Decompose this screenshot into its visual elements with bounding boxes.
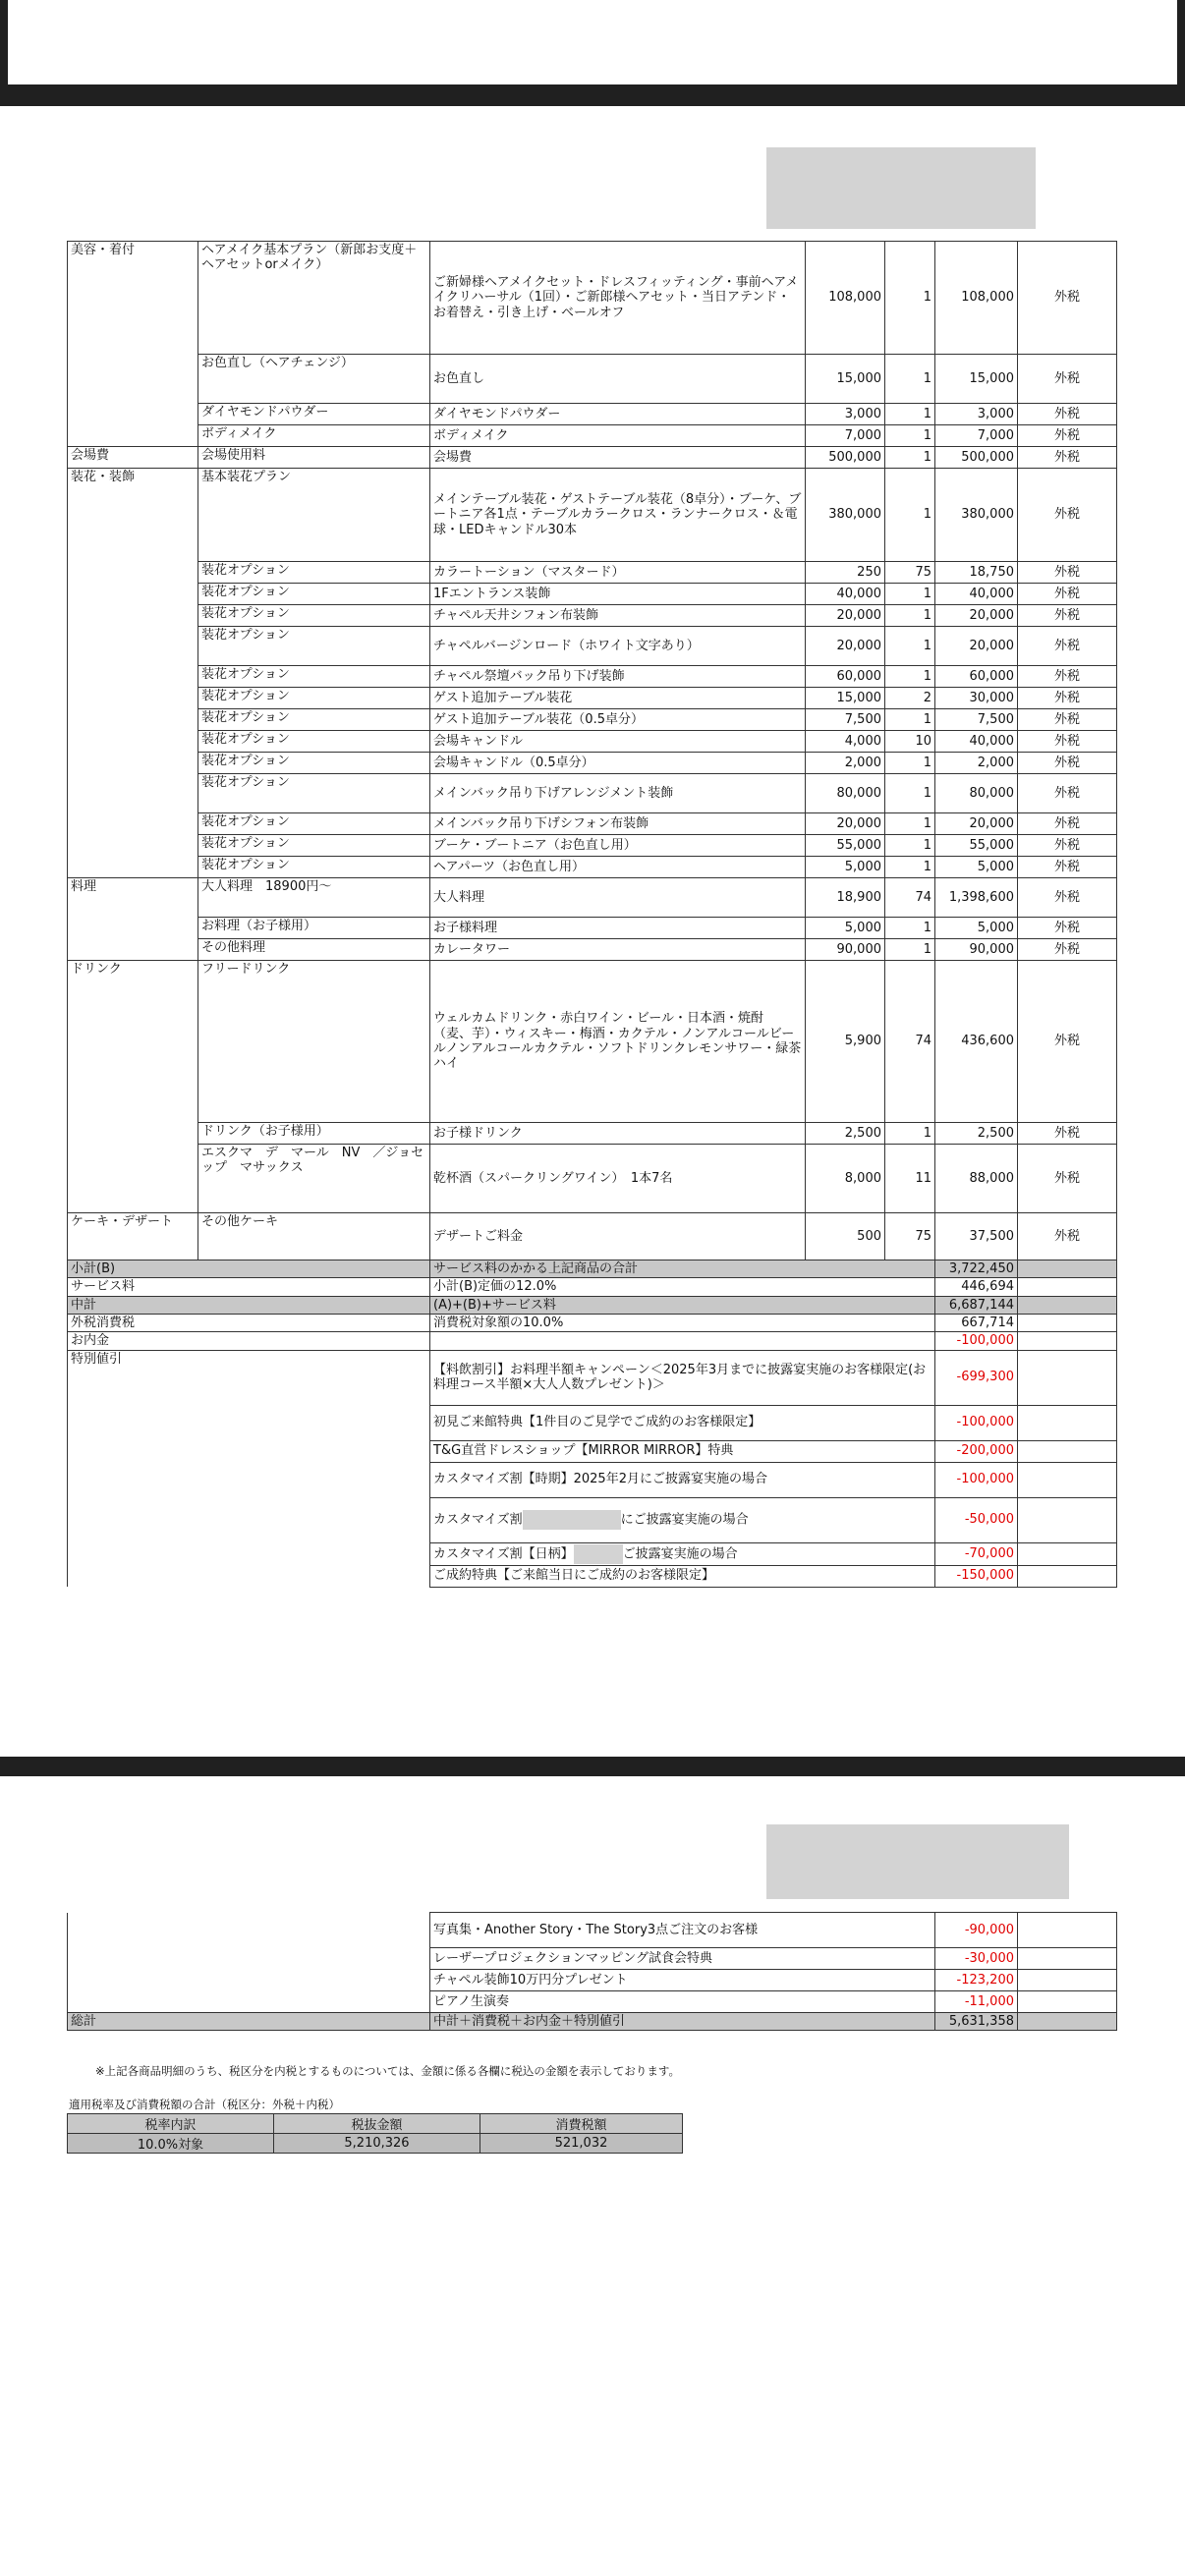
- amount-cell: 500,000: [935, 447, 1018, 469]
- tax-type-cell: 外税: [1018, 605, 1117, 627]
- discount-text: カスタマイズ割【時期】2025年2月にご披露宴実施の場合: [433, 1472, 767, 1487]
- table-row: [68, 939, 1117, 961]
- discount-text-suffix: にご披露宴実施の場合: [620, 1512, 749, 1528]
- amount-cell: 40,000: [935, 584, 1018, 605]
- discount-blank: [1018, 1991, 1117, 2013]
- unit-price-cell: 3,000: [806, 404, 885, 425]
- detail-cell: カレータワー: [430, 939, 806, 961]
- discount-blank: [1018, 1440, 1117, 1462]
- discount-description: [430, 1405, 935, 1440]
- summary-description: [430, 1332, 935, 1350]
- item-cell: ヘアメイク基本プラン（新郎お支度＋ヘアセットorメイク）: [198, 242, 430, 355]
- discount-description: [430, 1565, 935, 1587]
- unit-price-cell: 40,000: [806, 584, 885, 605]
- tax-value-rate: 10.0%対象: [68, 2134, 274, 2154]
- discount-text: ご成約特典【ご来館当日にご成約のお客様限定】: [433, 1568, 715, 1584]
- amount-cell: 88,000: [935, 1145, 1018, 1213]
- table-row: [68, 562, 1117, 584]
- detail-cell: メインバック吊り下げアレンジメント装飾: [430, 774, 806, 813]
- detail-cell: お子様料理: [430, 918, 806, 939]
- detail-cell: ウェルカムドリンク・赤白ワイン・ビール・日本酒・焼酎（麦、芋）・ウィスキー・梅酒・カクテル・ノンアルコールビールノンアルコールカクテル・ソフトドリンクレモンサワー・緑茶ハイ: [430, 961, 806, 1123]
- quantity-cell: 1: [885, 753, 935, 774]
- amount-cell: 60,000: [935, 666, 1018, 688]
- tax-header-base: 税抜金額: [274, 2114, 480, 2134]
- detail-cell: チャペル祭壇バック吊り下げ装飾: [430, 666, 806, 688]
- table-row: [68, 1213, 1117, 1260]
- tax-type-cell: 外税: [1018, 709, 1117, 731]
- table-row: [68, 627, 1117, 666]
- summary-description: サービス料のかかる上記商品の合計: [430, 1260, 935, 1278]
- item-cell: ドリンク（お子様用）: [198, 1123, 430, 1145]
- table-row: [68, 918, 1117, 939]
- unit-price-cell: 500: [806, 1213, 885, 1260]
- quantity-cell: 75: [885, 562, 935, 584]
- item-cell: その他料理: [198, 939, 430, 961]
- discount-text: カスタマイズ割【日柄】: [433, 1546, 574, 1562]
- amount-cell: 3,000: [935, 404, 1018, 425]
- tax-value-base: 5,210,326: [274, 2134, 480, 2154]
- quantity-cell: 1: [885, 605, 935, 627]
- unit-price-cell: 2,500: [806, 1123, 885, 1145]
- unit-price-cell: 2,000: [806, 753, 885, 774]
- summary-row: [68, 1278, 1117, 1296]
- detail-cell: 会場費: [430, 447, 806, 469]
- estimate-table: [67, 241, 1117, 1588]
- amount-cell: 20,000: [935, 813, 1018, 835]
- unit-price-cell: 500,000: [806, 447, 885, 469]
- table-row: [68, 355, 1117, 404]
- discount-description: 写真集・Another Story・The Story3点ご注文のお客様: [430, 1913, 935, 1948]
- detail-cell: お子様ドリンク: [430, 1123, 806, 1145]
- discount-text: カスタマイズ割: [433, 1512, 523, 1528]
- discount-amount: -70,000: [935, 1542, 1018, 1565]
- quantity-cell: 1: [885, 242, 935, 355]
- detail-cell: ブーケ・ブートニア（お色直し用）: [430, 835, 806, 857]
- table-row: [68, 666, 1117, 688]
- table-row: [68, 1123, 1117, 1145]
- summary-description: (A)+(B)+サービス料: [430, 1296, 935, 1314]
- item-cell: 装花オプション: [198, 627, 430, 666]
- amount-cell: 90,000: [935, 939, 1018, 961]
- discount-description: ピアノ生演奏: [430, 1991, 935, 2013]
- tax-type-cell: 外税: [1018, 753, 1117, 774]
- discount-description: [430, 1542, 935, 1565]
- discount-amount: -150,000: [935, 1565, 1018, 1587]
- discount-amount: -100,000: [935, 1405, 1018, 1440]
- unit-price-cell: 20,000: [806, 605, 885, 627]
- unit-price-cell: 5,900: [806, 961, 885, 1123]
- summary-amount: 3,722,450: [935, 1260, 1018, 1278]
- unit-price-cell: 15,000: [806, 355, 885, 404]
- redacted-header-block: [766, 147, 1036, 229]
- summary-description: 消費税対象額の10.0%: [430, 1314, 935, 1331]
- tax-type-cell: 外税: [1018, 688, 1117, 709]
- discount-amount: -123,200: [935, 1970, 1018, 1991]
- tax-type-cell: 外税: [1018, 878, 1117, 918]
- quantity-cell: 1: [885, 627, 935, 666]
- summary-label: 小計(B): [68, 1260, 430, 1278]
- quantity-cell: 1: [885, 774, 935, 813]
- amount-cell: 1,398,600: [935, 878, 1018, 918]
- detail-cell: ダイヤモンドパウダー: [430, 404, 806, 425]
- amount-cell: 2,500: [935, 1123, 1018, 1145]
- discount-blank: [1018, 1565, 1117, 1587]
- item-cell: 装花オプション: [198, 688, 430, 709]
- detail-cell: デザートご料金: [430, 1213, 806, 1260]
- summary-amount: 6,687,144: [935, 1296, 1018, 1314]
- tax-type-cell: 外税: [1018, 857, 1117, 878]
- category-cell: ドリンク: [68, 961, 198, 1213]
- amount-cell: 436,600: [935, 961, 1018, 1123]
- unit-price-cell: 7,500: [806, 709, 885, 731]
- discount-row: [68, 1350, 1117, 1405]
- summary-amount: 667,714: [935, 1314, 1018, 1331]
- quantity-cell: 1: [885, 447, 935, 469]
- tax-header-tax: 消費税額: [480, 2114, 683, 2134]
- item-cell: 装花オプション: [198, 666, 430, 688]
- amount-cell: 20,000: [935, 627, 1018, 666]
- detail-cell: メインバック吊り下げシフォン布装飾: [430, 813, 806, 835]
- quantity-cell: 1: [885, 666, 935, 688]
- tax-inclusive-note: ※上記各商品明細のうち、税区分を内税とするものについては、金額に係る各欄に税込の金額を表示しております。: [95, 2064, 680, 2078]
- unit-price-cell: 20,000: [806, 627, 885, 666]
- item-cell: ダイヤモンドパウダー: [198, 404, 430, 425]
- amount-cell: 37,500: [935, 1213, 1018, 1260]
- unit-price-cell: 250: [806, 562, 885, 584]
- tax-type-cell: 外税: [1018, 939, 1117, 961]
- summary-blank: [1018, 1296, 1117, 1314]
- unit-price-cell: 55,000: [806, 835, 885, 857]
- item-cell: お料理（お子様用）: [198, 918, 430, 939]
- item-cell: 装花オプション: [198, 753, 430, 774]
- table-row: [68, 605, 1117, 627]
- item-cell: その他ケーキ: [198, 1213, 430, 1260]
- quantity-cell: 75: [885, 1213, 935, 1260]
- detail-cell: チャペル天井シフォン布装飾: [430, 605, 806, 627]
- grand-total-blank: [1018, 2013, 1117, 2031]
- tax-type-cell: 外税: [1018, 584, 1117, 605]
- summary-blank: [1018, 1314, 1117, 1331]
- tax-type-cell: 外税: [1018, 562, 1117, 584]
- detail-cell: ヘアパーツ（お色直し用）: [430, 857, 806, 878]
- quantity-cell: 1: [885, 425, 935, 447]
- table-row: [68, 1145, 1117, 1213]
- quantity-cell: 1: [885, 709, 935, 731]
- quantity-cell: 1: [885, 584, 935, 605]
- table-row: [68, 961, 1117, 1123]
- amount-cell: 30,000: [935, 688, 1018, 709]
- item-cell: 装花オプション: [198, 605, 430, 627]
- detail-cell: 会場キャンドル: [430, 731, 806, 753]
- quantity-cell: 11: [885, 1145, 935, 1213]
- tax-type-cell: 外税: [1018, 404, 1117, 425]
- quantity-cell: 1: [885, 813, 935, 835]
- category-cell: 装花・装飾: [68, 469, 198, 878]
- table-row: [68, 242, 1117, 355]
- page-separator: [0, 1757, 1185, 1776]
- detail-cell: チャペルバージンロード（ホワイト文字あり）: [430, 627, 806, 666]
- tax-type-cell: 外税: [1018, 447, 1117, 469]
- discount-description: レーザープロジェクションマッピング試食会特典: [430, 1948, 935, 1970]
- item-cell: 大人料理 18900円～: [198, 878, 430, 918]
- detail-cell: 大人料理: [430, 878, 806, 918]
- unit-price-cell: 380,000: [806, 469, 885, 562]
- detail-cell: メインテーブル装花・ゲストテーブル装花（8卓分）・ブーケ、ブートニア各1点・テーブルカラークロス・ランナークロス・＆電球・LEDキャンドル30本: [430, 469, 806, 562]
- tax-type-cell: 外税: [1018, 1213, 1117, 1260]
- amount-cell: 5,000: [935, 918, 1018, 939]
- discount-description: チャペル装飾10万円分プレゼント: [430, 1970, 935, 1991]
- redacted-text: [523, 1510, 621, 1530]
- item-cell: 装花オプション: [198, 562, 430, 584]
- detail-cell: 乾杯酒（スパークリングワイン） 1本7名: [430, 1145, 806, 1213]
- tax-type-cell: 外税: [1018, 835, 1117, 857]
- unit-price-cell: 18,900: [806, 878, 885, 918]
- item-cell: エスクマ デ マール NV ／ジョセップ マサックス: [198, 1145, 430, 1213]
- table-row: [68, 878, 1117, 918]
- table-row: [68, 813, 1117, 835]
- detail-cell: ご新婦様ヘアメイクセット・ドレスフィッティング・事前ヘアメイクリハーサル（1回）・ご新郎様ヘアセット・当日アテンド・お着替え・引き上げ・ベールオフ: [430, 242, 806, 355]
- summary-label: 外税消費税: [68, 1314, 430, 1331]
- tax-type-cell: 外税: [1018, 242, 1117, 355]
- discount-blank: [1018, 1970, 1117, 1991]
- table-row: [68, 731, 1117, 753]
- tax-type-cell: 外税: [1018, 774, 1117, 813]
- quantity-cell: 74: [885, 878, 935, 918]
- amount-cell: 108,000: [935, 242, 1018, 355]
- item-cell: 装花オプション: [198, 835, 430, 857]
- quantity-cell: 1: [885, 355, 935, 404]
- tax-summary-table: [67, 2113, 683, 2154]
- amount-cell: 7,000: [935, 425, 1018, 447]
- summary-label: サービス料: [68, 1278, 430, 1296]
- discount-text: 【料飲割引】お料理半額キャンペーン＜2025年3月までに披露宴実施のお客様限定(お料理コース半額×大人人数プレゼント)＞: [433, 1362, 927, 1393]
- detail-cell: カラートーション（マスタード）: [430, 562, 806, 584]
- discount-amount: -30,000: [935, 1948, 1018, 1970]
- item-cell: フリードリンク: [198, 961, 430, 1123]
- discount-amount: -11,000: [935, 1991, 1018, 2013]
- discount-amount: -90,000: [935, 1913, 1018, 1948]
- summary-description: 小計(B)定価の12.0%: [430, 1278, 935, 1296]
- summary-blank: [1018, 1278, 1117, 1296]
- tax-type-cell: 外税: [1018, 813, 1117, 835]
- tax-value-tax: 521,032: [480, 2134, 683, 2154]
- quantity-cell: 1: [885, 857, 935, 878]
- detail-cell: 1Fエントランス装飾: [430, 584, 806, 605]
- unit-price-cell: 90,000: [806, 939, 885, 961]
- discount-blank: [1018, 1913, 1117, 1948]
- unit-price-cell: 15,000: [806, 688, 885, 709]
- discount-amount: -200,000: [935, 1440, 1018, 1462]
- category-cell: 料理: [68, 878, 198, 961]
- detail-cell: ゲスト追加テーブル装花（0.5卓分）: [430, 709, 806, 731]
- estimate-table-continued: [67, 1912, 1117, 2031]
- amount-cell: 18,750: [935, 562, 1018, 584]
- tax-type-cell: 外税: [1018, 731, 1117, 753]
- category-cell: ケーキ・デザート: [68, 1213, 198, 1260]
- category-cell: 美容・着付: [68, 242, 198, 447]
- detail-cell: ボディメイク: [430, 425, 806, 447]
- tax-type-cell: 外税: [1018, 627, 1117, 666]
- table-row: [68, 688, 1117, 709]
- table-row: [68, 774, 1117, 813]
- item-cell: 装花オプション: [198, 813, 430, 835]
- amount-cell: 40,000: [935, 731, 1018, 753]
- category-cell: 会場費: [68, 447, 198, 469]
- tax-type-cell: 外税: [1018, 1145, 1117, 1213]
- unit-price-cell: 108,000: [806, 242, 885, 355]
- discount-description: [430, 1440, 935, 1462]
- amount-cell: 7,500: [935, 709, 1018, 731]
- redacted-header-block-2: [766, 1824, 1069, 1899]
- item-cell: 装花オプション: [198, 709, 430, 731]
- tax-type-cell: 外税: [1018, 469, 1117, 562]
- discount-blank: [1018, 1948, 1117, 1970]
- discount-description: [430, 1350, 935, 1405]
- discount-text-suffix: ご披露宴実施の場合: [622, 1546, 738, 1562]
- discount-amount: -699,300: [935, 1350, 1018, 1405]
- discount-label: 特別値引: [68, 1350, 430, 1587]
- item-cell: 基本装花プラン: [198, 469, 430, 562]
- unit-price-cell: 5,000: [806, 857, 885, 878]
- tax-type-cell: 外税: [1018, 1123, 1117, 1145]
- table-row: [68, 447, 1117, 469]
- quantity-cell: 74: [885, 961, 935, 1123]
- discount-row: [68, 1913, 1117, 1948]
- amount-cell: 20,000: [935, 605, 1018, 627]
- detail-cell: 会場キャンドル（0.5卓分）: [430, 753, 806, 774]
- unit-price-cell: 4,000: [806, 731, 885, 753]
- unit-price-cell: 80,000: [806, 774, 885, 813]
- amount-cell: 80,000: [935, 774, 1018, 813]
- discount-amount: -50,000: [935, 1497, 1018, 1542]
- tax-type-cell: 外税: [1018, 425, 1117, 447]
- quantity-cell: 1: [885, 404, 935, 425]
- item-cell: お色直し（ヘアチェンジ）: [198, 355, 430, 404]
- summary-amount: -100,000: [935, 1332, 1018, 1350]
- unit-price-cell: 8,000: [806, 1145, 885, 1213]
- item-cell: 装花オプション: [198, 857, 430, 878]
- discount-text: 初見ご来館特典【1件目のご見学でご成約のお客様限定】: [433, 1415, 762, 1430]
- grand-total-amount: 5,631,358: [935, 2013, 1018, 2031]
- tax-type-cell: 外税: [1018, 918, 1117, 939]
- item-cell: 装花オプション: [198, 584, 430, 605]
- summary-amount: 446,694: [935, 1278, 1018, 1296]
- item-cell: 装花オプション: [198, 731, 430, 753]
- summary-row: [68, 1332, 1117, 1350]
- amount-cell: 380,000: [935, 469, 1018, 562]
- previous-page-tail: [8, 0, 1177, 84]
- summary-row: [68, 1314, 1117, 1331]
- amount-cell: 2,000: [935, 753, 1018, 774]
- amount-cell: 55,000: [935, 835, 1018, 857]
- discount-description: [430, 1497, 935, 1542]
- quantity-cell: 2: [885, 688, 935, 709]
- grand-total-row: [68, 2013, 1117, 2031]
- amount-cell: 5,000: [935, 857, 1018, 878]
- summary-blank: [1018, 1332, 1117, 1350]
- tax-header-rate: 税率内訳: [68, 2114, 274, 2134]
- unit-price-cell: 5,000: [806, 918, 885, 939]
- tax-summary-caption: 適用税率及び消費税額の合計（税区分：外税＋内税）: [69, 2098, 340, 2111]
- discount-blank: [1018, 1462, 1117, 1497]
- unit-price-cell: 7,000: [806, 425, 885, 447]
- detail-cell: お色直し: [430, 355, 806, 404]
- table-row: [68, 709, 1117, 731]
- unit-price-cell: 20,000: [806, 813, 885, 835]
- table-row: [68, 835, 1117, 857]
- detail-cell: ゲスト追加テーブル装花: [430, 688, 806, 709]
- quantity-cell: 1: [885, 835, 935, 857]
- grand-total-label: 総計: [68, 2013, 430, 2031]
- tax-type-cell: 外税: [1018, 355, 1117, 404]
- item-cell: 装花オプション: [198, 774, 430, 813]
- item-cell: 会場使用料: [198, 447, 430, 469]
- summary-label: お内金: [68, 1332, 430, 1350]
- summary-row: [68, 1260, 1117, 1278]
- summary-row: [68, 1296, 1117, 1314]
- table-row: [68, 753, 1117, 774]
- tax-type-cell: 外税: [1018, 666, 1117, 688]
- tax-type-cell: 外税: [1018, 961, 1117, 1123]
- discount-blank: [1018, 1405, 1117, 1440]
- discount-text: T&G直営ドレスショップ【MIRROR MIRROR】特典: [433, 1443, 734, 1459]
- unit-price-cell: 60,000: [806, 666, 885, 688]
- quantity-cell: 1: [885, 1123, 935, 1145]
- quantity-cell: 10: [885, 731, 935, 753]
- grand-total-description: 中計＋消費税＋お内金＋特別値引: [430, 2013, 935, 2031]
- summary-label: 中計: [68, 1296, 430, 1314]
- quantity-cell: 1: [885, 918, 935, 939]
- table-row: [68, 584, 1117, 605]
- discount-label-continued: [68, 1913, 430, 2013]
- item-cell: ボディメイク: [198, 425, 430, 447]
- discount-description: [430, 1462, 935, 1497]
- quantity-cell: 1: [885, 939, 935, 961]
- redacted-text: [574, 1544, 623, 1564]
- discount-amount: -100,000: [935, 1462, 1018, 1497]
- summary-blank: [1018, 1260, 1117, 1278]
- table-row: [68, 404, 1117, 425]
- table-row: [68, 857, 1117, 878]
- quantity-cell: 1: [885, 469, 935, 562]
- table-row: [68, 425, 1117, 447]
- amount-cell: 15,000: [935, 355, 1018, 404]
- discount-blank: [1018, 1497, 1117, 1542]
- discount-blank: [1018, 1350, 1117, 1405]
- table-row: [68, 469, 1117, 562]
- discount-blank: [1018, 1542, 1117, 1565]
